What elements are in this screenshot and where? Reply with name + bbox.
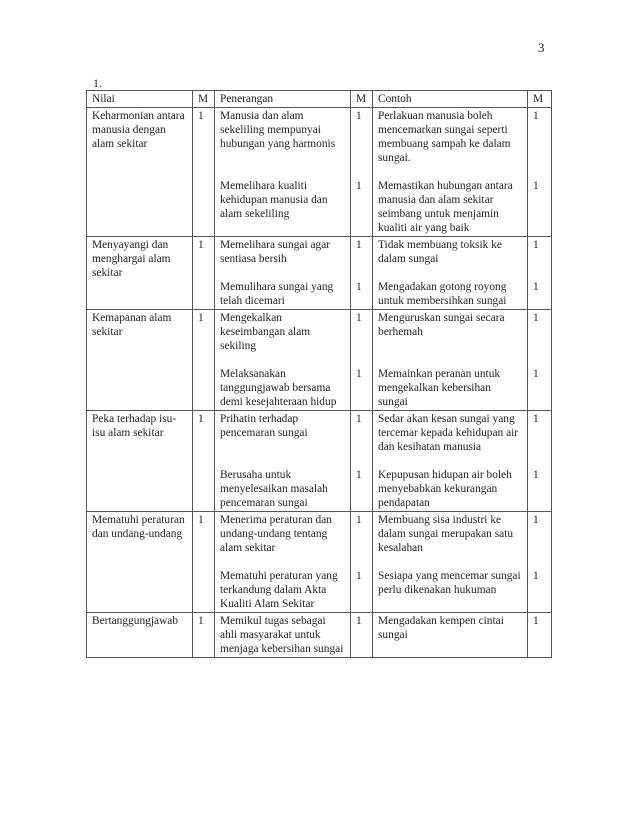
cell-contoh (373, 512, 528, 613)
penerangan-text: Mengekalkan keseimbangan alam sekiling (220, 312, 311, 352)
mark-value: 1 (356, 180, 362, 192)
cell-mark-2 (351, 411, 373, 512)
cell-mark-1: 1 (193, 512, 215, 613)
cell-penerangan (215, 310, 351, 411)
penerangan-text: Menerima peraturan dan undang-undang tentang alam sekitar (220, 514, 332, 554)
table-row (87, 411, 552, 512)
mark-value: 1 (533, 180, 539, 192)
contoh-text: Memastikan hubungan antara manusia dan alam sekitar seimbang untuk menjamin kualiti air yang baik (378, 180, 513, 234)
cell-mark-3 (528, 108, 552, 237)
mark-value: 1 (356, 110, 362, 122)
contoh-text: Menguruskan sungai secara berhemah (378, 312, 505, 338)
cell-penerangan (215, 512, 351, 613)
mark-value: 1 (356, 281, 362, 293)
contoh-text: Mengadakan gotong royong untuk membersihkan sungai (378, 281, 507, 307)
marking-scheme-table (86, 90, 552, 658)
contoh-text: Tidak membuang toksik ke dalam sungai (378, 239, 502, 265)
table-row (87, 613, 552, 658)
cell-mark-3 (528, 411, 552, 512)
contoh-text: Membuang sisa industri ke dalam sungai merupakan satu kesalahan (378, 514, 514, 554)
cell-contoh (373, 237, 528, 310)
mark-value: 1 (356, 514, 362, 526)
mark-value: 1 (533, 368, 539, 380)
mark-value: 1 (533, 110, 539, 122)
cell-contoh (373, 411, 528, 512)
contoh-text: Kepupusan hidupan air boleh menyebabkan kekurangan pendapatan (378, 469, 512, 509)
mark-value: 1 (533, 570, 539, 582)
penerangan-text: Memelihara sungai agar sentiasa bersih (220, 239, 331, 265)
cell-mark-1: 1 (193, 310, 215, 411)
header-penerangan: Penerangan (215, 91, 351, 108)
cell-mark-2 (351, 237, 373, 310)
mark-value: 1 (533, 312, 539, 324)
cell-mark-1: 1 (193, 237, 215, 310)
cell-penerangan (215, 108, 351, 237)
cell-penerangan (215, 411, 351, 512)
mark-value: 1 (533, 413, 539, 425)
cell-contoh (373, 310, 528, 411)
mark-value: 1 (356, 368, 362, 380)
penerangan-text: Manusia dan alam sekeliling mempunyai hubungan yang harmonis (220, 110, 336, 150)
mark-value: 1 (356, 570, 362, 582)
table-row (87, 310, 552, 411)
mark-value: 1 (356, 239, 362, 251)
mark-value: 1 (533, 239, 539, 251)
cell-mark-1: 1 (193, 108, 215, 237)
penerangan-text: Berusaha untuk menyelesaikan masalah pencemaran sungai (220, 469, 328, 509)
table-row (87, 512, 552, 613)
mark-value: 1 (356, 615, 362, 627)
cell-contoh (373, 613, 528, 658)
penerangan-text: Memelihara kualiti kehidupan manusia dan alam sekeliling (220, 180, 328, 220)
page-number: 3 (538, 40, 545, 55)
mark-value: 1 (533, 469, 539, 481)
mark-value: 1 (356, 413, 362, 425)
table-body (87, 108, 552, 658)
header-mark-2: M (351, 91, 373, 108)
item-number: 1. (93, 76, 102, 90)
table-row (87, 237, 552, 310)
table-row (87, 108, 552, 237)
cell-mark-2 (351, 108, 373, 237)
penerangan-text: Melaksanakan tanggungjawab bersama demi kesejahteraan hidup (220, 368, 337, 408)
cell-nilai: Bertanggungjawab (87, 613, 193, 658)
penerangan-text: Prihatin terhadap pencemaran sungai (220, 413, 308, 439)
mark-value: 1 (533, 281, 539, 293)
cell-mark-2 (351, 613, 373, 658)
cell-nilai: Mematuhi peraturan dan undang-undang (87, 512, 193, 613)
contoh-text: Sedar akan kesan sungai yang tercemar kepada kehidupan air dan kesihatan manusia (378, 413, 519, 453)
cell-nilai: Peka terhadap isu-isu alam sekitar (87, 411, 193, 512)
cell-mark-3 (528, 310, 552, 411)
cell-nilai: Kemapanan alam sekitar (87, 310, 193, 411)
cell-mark-1: 1 (193, 411, 215, 512)
contoh-text: Memainkan peranan untuk mengekalkan kebersihan sungai (378, 368, 501, 408)
header-contoh: Contoh (373, 91, 528, 108)
cell-mark-2 (351, 512, 373, 613)
cell-nilai: Menyayangi dan menghargai alam sekitar (87, 237, 193, 310)
penerangan-text: Memulihara sungai yang telah dicemari (220, 281, 334, 307)
penerangan-text: Mematuhi peraturan yang terkandung dalam Akta Kualiti Alam Sekitar (220, 570, 338, 610)
cell-penerangan (215, 237, 351, 310)
mark-value: 1 (533, 514, 539, 526)
cell-mark-3 (528, 237, 552, 310)
header-mark-1: M (193, 91, 215, 108)
contoh-text: Perlakuan manusia boleh mencemarkan sungai seperti membuang sampah ke dalam sungai. (378, 110, 511, 164)
cell-mark-3 (528, 613, 552, 658)
contoh-text: Sesiapa yang mencemar sungai perlu dikenakan hukuman (378, 570, 521, 596)
penerangan-text: Memikul tugas sebagai ahli masyarakat untuk menjaga kebersihan sungai (220, 615, 344, 655)
mark-value: 1 (356, 312, 362, 324)
cell-contoh (373, 108, 528, 237)
cell-mark-1: 1 (193, 613, 215, 658)
contoh-text: Mengadakan kempen cintai sungai (378, 615, 504, 641)
table-header-row (87, 91, 552, 108)
mark-value: 1 (533, 615, 539, 627)
cell-mark-2 (351, 310, 373, 411)
cell-mark-3 (528, 512, 552, 613)
cell-nilai: Keharmonian antara manusia dengan alam sekitar (87, 108, 193, 237)
header-mark-3: M (528, 91, 552, 108)
mark-value: 1 (356, 469, 362, 481)
header-nilai: Nilai (87, 91, 193, 108)
cell-penerangan (215, 613, 351, 658)
